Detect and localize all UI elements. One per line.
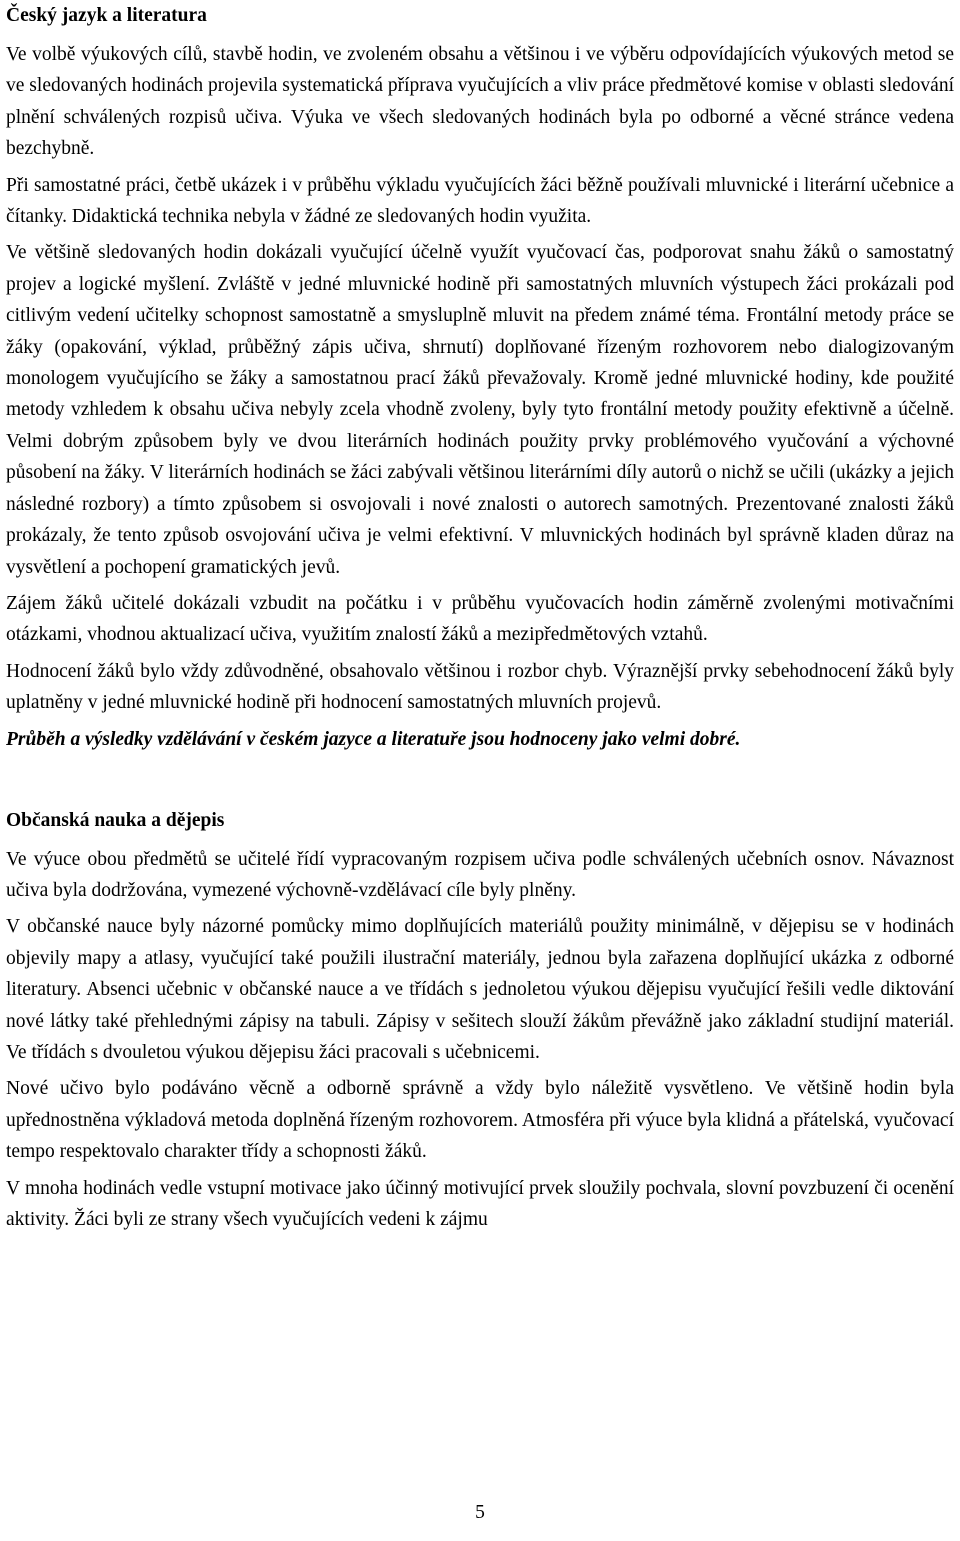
paragraph: Ve volbě výukových cílů, stavbě hodin, ve zvoleném obsahu a většinou i ve výběru odpovídajících výukových metod se ve sledovaných hodinách projevila systematická příprava vyučujících a vliv práce předmětové komise v oblasti sledování plnění schválených rozpisů učiva. Výuka ve všech sledovaných hodinách byla po odborné a věcné stránce vedena bezchybně. — [6, 44, 954, 160]
section-heading: Občanská nauka a dějepis — [6, 809, 225, 831]
paragraph: Hodnocení žáků bylo vždy zdůvodněné, obsahovalo většinou i rozbor chyb. Výraznější prvky sebehodnocení žáků byly uplatněny v jedné mluvnické hodině při hodnocení samostatných mluvních projevů. — [6, 660, 954, 714]
document-page — [6, 0, 954, 1240]
paragraph: Ve většině sledovaných hodin dokázali vyučující účelně využít vyučovací čas, podporovat snahu žáků o samostatný projev a logické myšlení. Zvláště v jedné mluvnické hodině při samostatných mluvních výstupech žáci prokázali pod citlivým vedení učitelky schopnost samostatně a smysluplně mluvit na předem známé téma. Frontální metody práce se žáky (opakování, výklad, průběžný zápis učiva, shrnutí) doplňované řízeným rozhovorem nebo dialogizovaným monologem vyučujícího se žáky a samostatnou prací žáků převažovaly. Kromě jedné mluvnické hodiny, kde použité metody vzhledem k obsahu učiva nebyly zcela vhodně zvoleny, byly tyto frontální metody použity efektivně a účelně. Velmi dobrým způsobem byly ve dvou literárních hodinách použity prvky problémového vyučování a výchovné působení na žáky. V literárních hodinách se žáci zabývali většinou literárními díly autorů o nichž se učili (ukázky a jejich následné rozbory) a tímto způsobem si osvojovali i nové znalosti o autorech samotných. Prezentované znalosti žáků prokázaly, že tento způsob osvojování učiva je velmi efektivní. V mluvnických hodinách byl správně kladen důraz na vysvětlení a pochopení gramatických jevů. — [6, 242, 954, 578]
paragraph: Nové učivo bylo podáváno věcně a odborně správně a vždy bylo náležitě vysvětleno. Ve většině hodin byla upřednostněna výkladová metoda doplněná řízeným rozhovorem. Atmosféra při výuce byla klidná a přátelská, vyučovací tempo respektovalo charakter třídy a schopnosti žáků. — [6, 1078, 954, 1163]
paragraph: Při samostatné práci, četbě ukázek i v průběhu výkladu vyučujících žáci běžně používali mluvnické i literární učebnice a čítanky. Didaktická technika nebyla v žádné ze sledovaných hodin využita. — [6, 174, 954, 228]
paragraph: Ve výuce obou předmětů se učitelé řídí vypracovaným rozpisem učiva podle schválených učebních osnov. Návaznost učiva byla dodržována, vymezené výchovně-vzdělávací cíle byly plněny. — [6, 848, 954, 901]
paragraph: V občanské nauce byly názorné pomůcky mimo doplňujících materiálů použity minimálně, v dějepisu se v hodinách objevily mapy a atlasy, vyučující také použili ilustrační materiály, jednou byla zařazena doplňující ukázka z odborné literatury. Absenci učebnic v občanské nauce a ve třídách s jednoletou výukou dějepisu vyučující řešili vedle diktování nové látky také přehlednými zápisy na tabuli. Zápisy v sešitech slouží žákům převážně jako základní studijní materiál. Ve třídách s dvouletou výukou dějepisu žáci pracovali s učebnicemi. — [6, 916, 954, 1063]
paragraph: V mnoha hodinách vedle vstupní motivace jako účinný motivující prvek sloužily pochvala, slovní povzbuzení či ocenění aktivity. Žáci byli ze strany všech vyučujících vedeni k zájmu — [6, 1177, 954, 1230]
section-czech-language — [6, 1, 954, 755]
evaluation-conclusion: Průběh a výsledky vzdělávání v českém jazyce a literatuře jsou hodnoceny jako velmi dobré. — [6, 728, 741, 750]
section-civics-history — [6, 806, 954, 1236]
paragraph: Zájem žáků učitelé dokázali vzbudit na počátku i v průběhu vyučovacích hodin záměrně zvolenými motivačními otázkami, vhodnou aktualizací učiva, využitím znalostí žáků a mezipředmětových vztahů. — [6, 592, 954, 646]
page-number: 5 — [475, 1502, 485, 1523]
section-heading: Český jazyk a literatura — [6, 5, 207, 26]
section-spacer — [6, 755, 954, 806]
